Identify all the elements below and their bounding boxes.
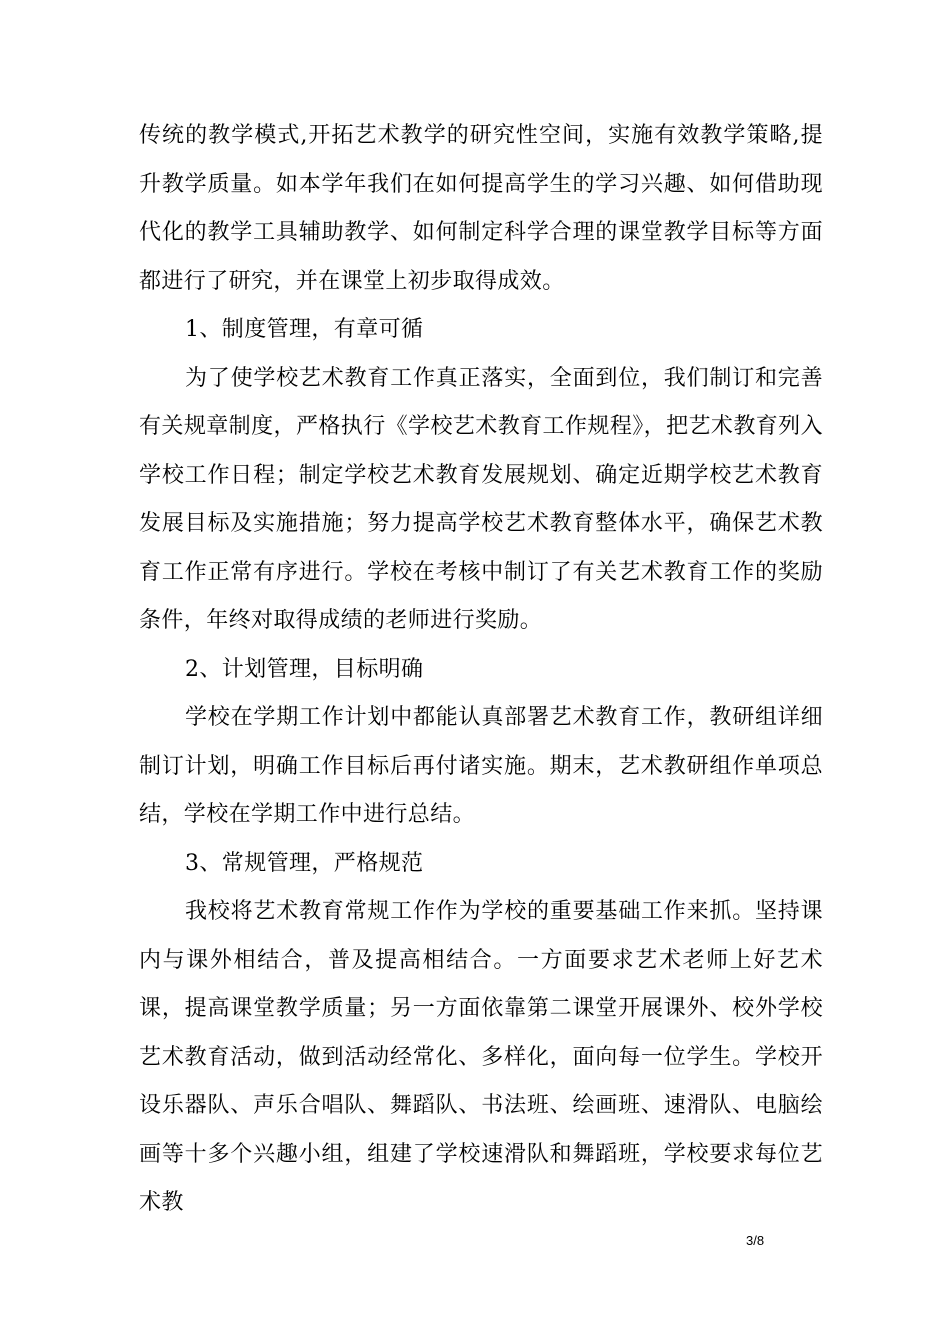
paragraph-continuation: 传统的教学模式,开拓艺术教学的研究性空间，实施有效教学策略,提升教学质量。如本学年我们在如何提高学生的学习兴趣、如何借助现代化的教学工具辅助教学、如何制定科学合理的课堂教学目标等方面都进行了研究，并在课堂上初步取得成效。	[139, 123, 823, 294]
document-body	[139, 112, 823, 1228]
section-heading-2: 2、计划管理，目标明确	[185, 656, 424, 682]
paragraph-plan-management: 学校在学期工作计划中都能认真部署艺术教育工作，教研组详细制订计划，明确工作目标后再付诸实施。期末，艺术教研组作单项总结，学校在学期工作中进行总结。	[139, 705, 823, 827]
section-heading-1: 1、制度管理，有章可循	[185, 317, 424, 342]
paragraph-routine-management: 我校将艺术教育常规工作作为学校的重要基础工作来抓。坚持课内与课外相结合，普及提高相结合。一方面要求艺术老师上好艺术课，提高课堂教学质量；另一方面依靠第二课堂开展课外、校外学校艺术教育活动，做到活动经常化、多样化，面向每一位学生。学校开设乐器队、声乐合唱队、舞蹈队、书法班、绘画班、速滑队、电脑绘画等十多个兴趣小组，组建了学校速滑队和舞蹈班，学校要求每位艺术教	[139, 899, 823, 1215]
section-heading-3: 3、常规管理，严格规范	[185, 850, 424, 876]
page-number: 3/8	[746, 1233, 765, 1248]
paragraph-system-management: 为了使学校艺术教育工作真正落实，全面到位，我们制订和完善有关规章制度，严格执行《学校艺术教育工作规程》，把艺术教育列入学校工作日程；制定学校艺术教育发展规划、确定近期学校艺术教育发展目标及实施措施；努力提高学校艺术教育整体水平，确保艺术教育工作正常有序进行。学校在考核中制订了有关艺术教育工作的奖励条件，年终对取得成绩的老师进行奖励。	[139, 365, 823, 633]
